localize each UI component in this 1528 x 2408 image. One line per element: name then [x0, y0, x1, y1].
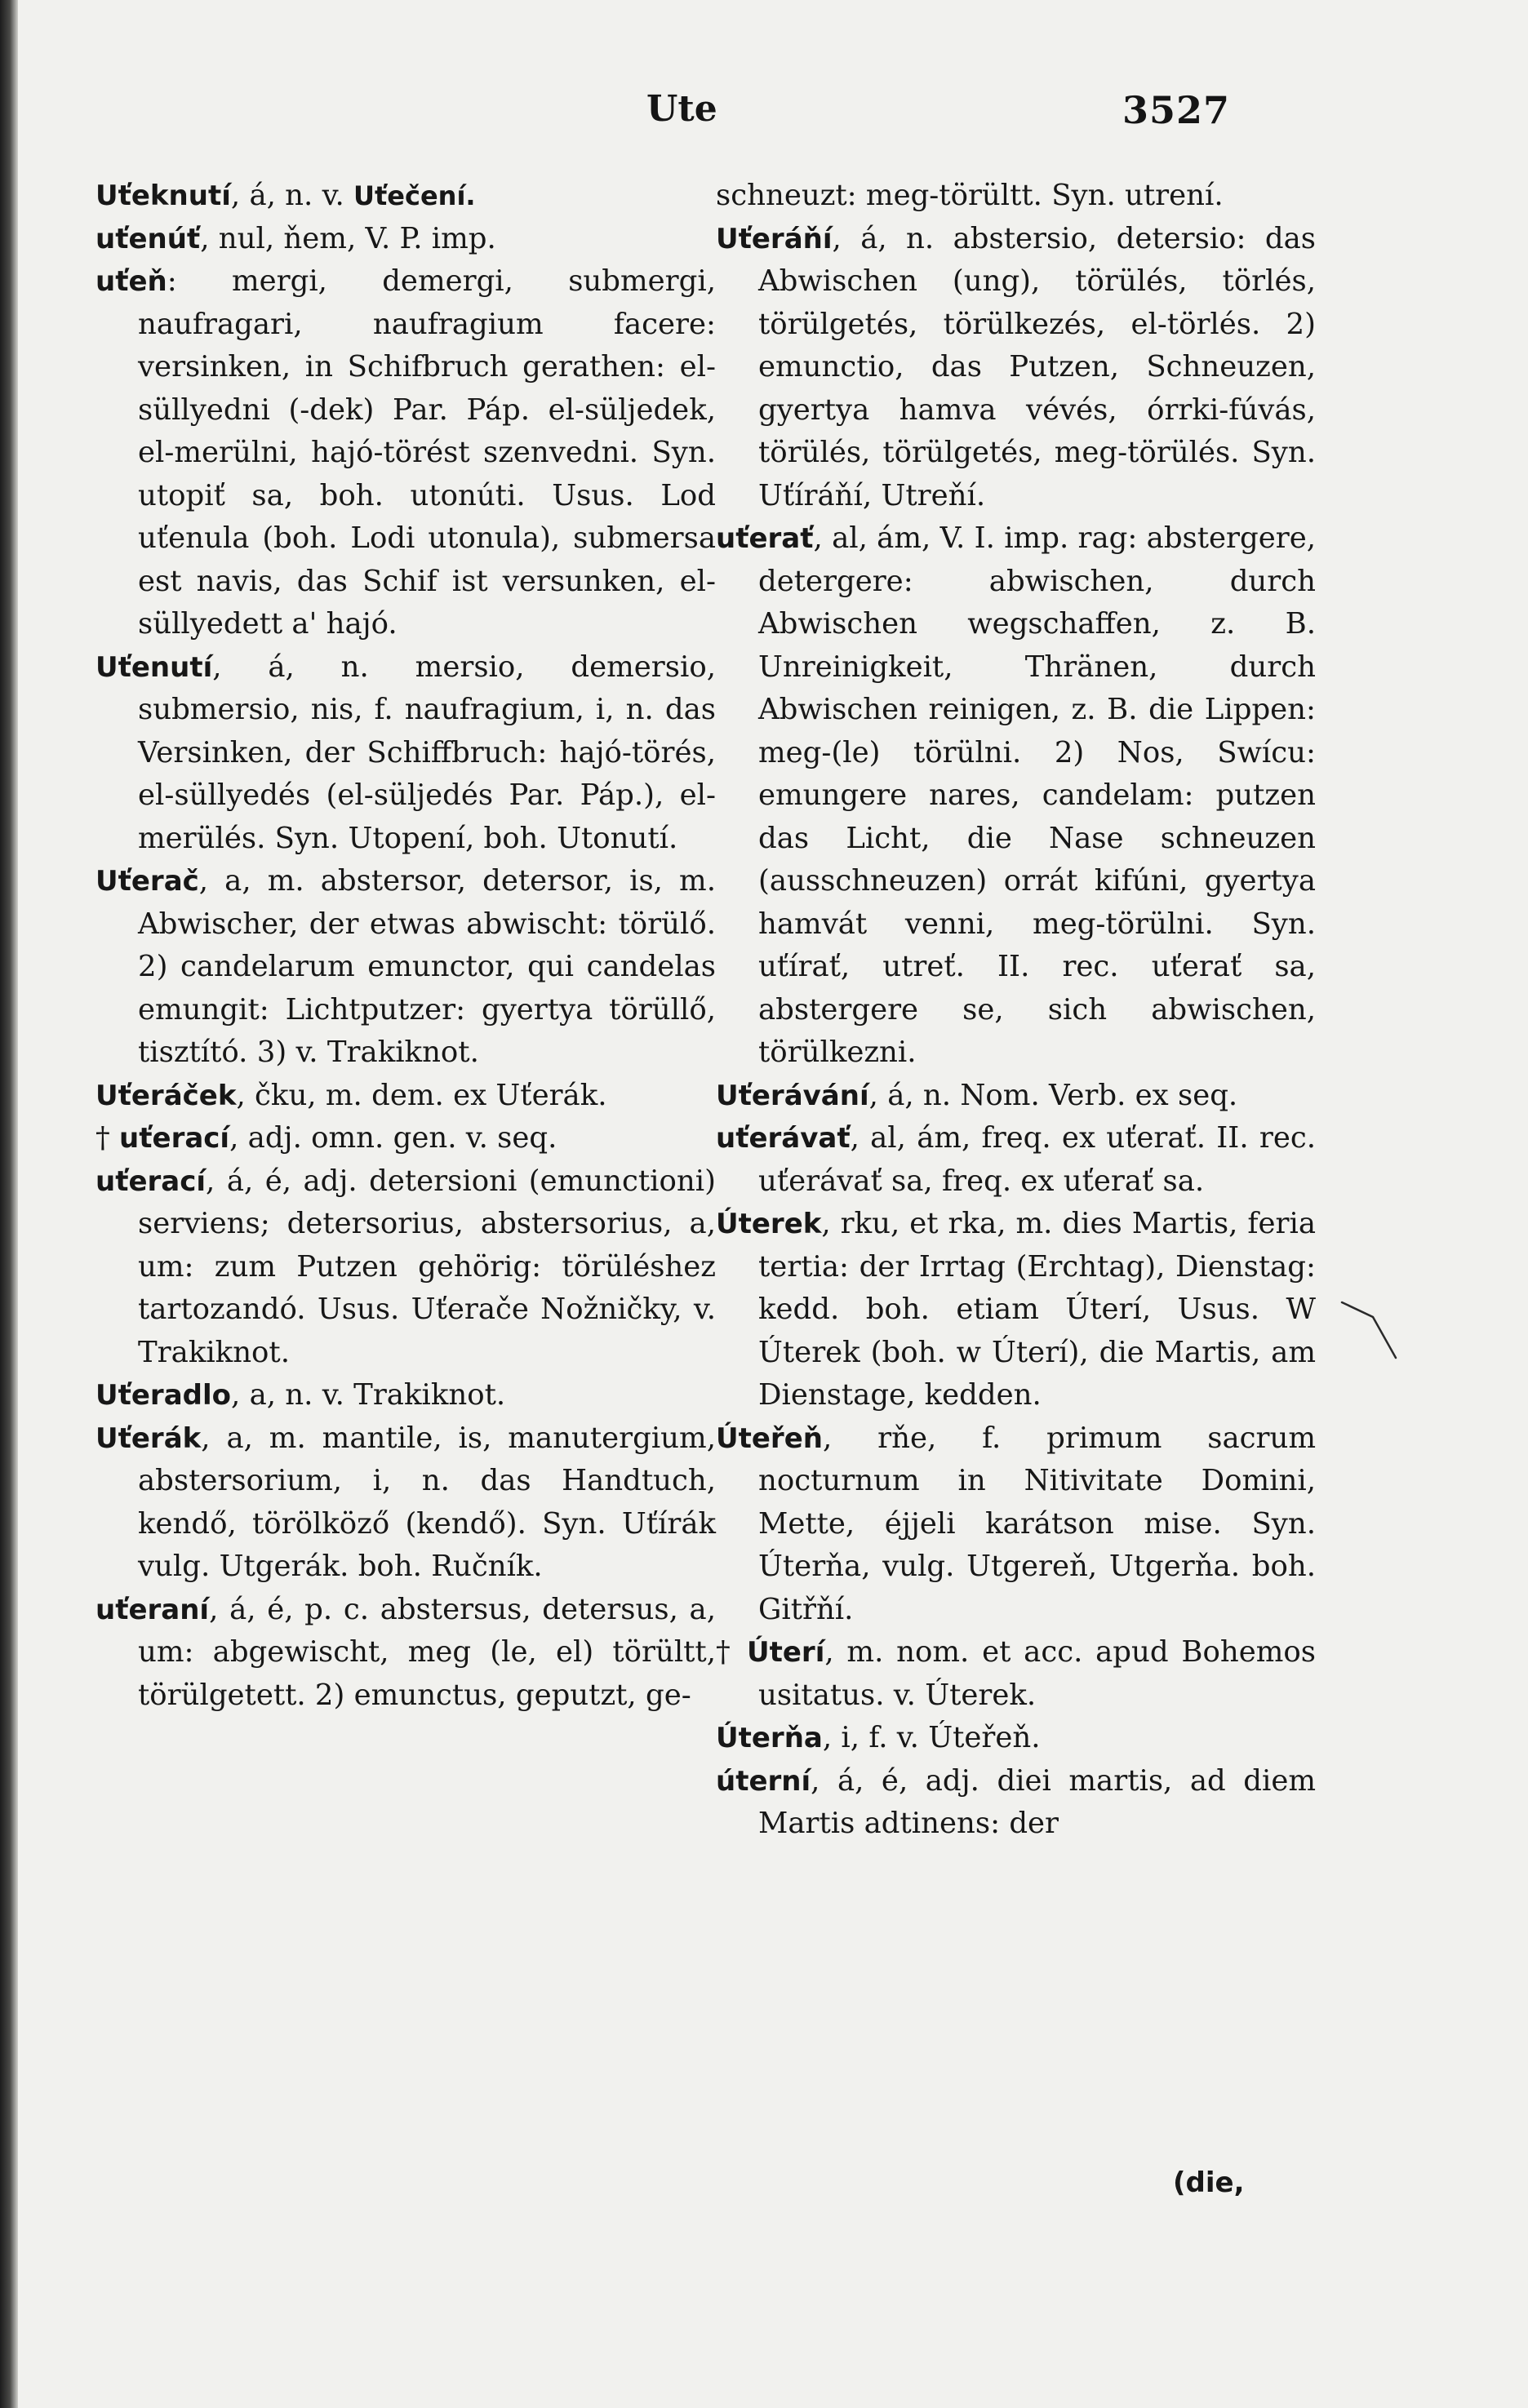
dictionary-entry — [96, 218, 716, 261]
dictionary-entry — [716, 1631, 1316, 1717]
headword: Uťeradlo — [96, 1379, 231, 1412]
entry-separator: , — [813, 521, 833, 555]
headword: Uťerač — [96, 865, 199, 898]
dictionary-page — [18, 0, 1528, 2408]
entry-separator: , — [230, 179, 250, 212]
headword: uťerávať — [716, 1122, 851, 1155]
cross-reference: Uťečení. — [353, 180, 476, 211]
entry-separator: , — [229, 1121, 248, 1155]
dictionary-entry — [716, 1203, 1316, 1417]
entry-separator: , — [822, 1721, 842, 1754]
dictionary-entry — [716, 1417, 1316, 1632]
dictionary-entry — [716, 1760, 1316, 1846]
headword: Uťerávání — [716, 1079, 869, 1112]
headword: uťerať — [716, 522, 814, 555]
entry-definition: rku, et rka, m. dies Martis, feria tertia: der Irrtag (Erchtag), Dienstag: kedd. boh. etiam Úterí, Usus. W Úterek (boh. w Úterí), die Martis, am Dienstage, kedden. — [758, 1207, 1316, 1412]
dictionary-entry — [96, 1075, 716, 1118]
entry-definition: mergi, demergi, submergi, naufragari, naufragium facere: versinken, in Schifbruch gerathen: el-süllyedni (-dek) Par. Páp. el-süljedek, el-merülni, hajó-törést szenvedni. Syn. utopiť sa, boh. utonúti. Usus. Lod uťenula (boh. Lodi utonula), submersa est navis, das Schif ist versunken, el-süllyedett a' hajó. — [138, 264, 717, 641]
headword: uťeň — [96, 265, 167, 298]
headword: Úterí — [747, 1636, 825, 1669]
headword: Uťenutí — [96, 650, 213, 684]
page-header — [18, 88, 1528, 145]
dictionary-entry — [96, 1117, 716, 1160]
page-number: 3527 — [1122, 88, 1230, 132]
entry-definition: á, é, p. c. abstersus, detersus, a, um: abgewischt, meg (le, el) törültt, törülgetett. 2) emunctus, geputzt, ge- — [138, 1592, 716, 1712]
entry-separator: , — [824, 1635, 847, 1669]
entry-separator: , — [236, 1078, 255, 1112]
headword: Úterňa — [716, 1722, 823, 1754]
headword: Uťeknutí — [96, 180, 231, 212]
headword: uťeraní — [96, 1593, 210, 1626]
entry-separator: , — [198, 864, 225, 898]
dictionary-entry — [716, 1717, 1316, 1760]
entry-separator: , — [832, 221, 861, 255]
page-binding-edge — [0, 0, 18, 2408]
dictionary-entry — [716, 517, 1316, 1075]
entry-separator: , — [868, 1078, 888, 1112]
entry-definition: adj. omn. gen. v. seq. — [247, 1121, 557, 1155]
entry-definition: á, n. abstersio, detersio: das Abwischen (ung), törülés, törlés, törülgetés, törülkezés, el-törlés. 2) emunctio, das Putzen, Schneuzen, gyertya hamva vévés, órrki-fúvás, törülés, törülgetés, meg-törülés. Syn. Uťíráňí, Utreňí. — [758, 221, 1316, 512]
entry-definition: al, ám, freq. ex uťerať. II. rec. uťerávať sa, freq. ex uťerať sa. — [758, 1121, 1317, 1198]
entry-separator: , — [201, 1421, 227, 1455]
dictionary-entry-continued — [716, 175, 1316, 218]
entry-separator: : — [167, 264, 232, 298]
entry-definition: rňe, f. primum sacrum nocturnum in Nitivitate Domini, Mette, éjjeli karátson mise. Syn. Úterňa, vulg. Utgereň, Utgerňa. boh. Gitřňí. — [758, 1421, 1316, 1626]
headword: Úteřeň — [716, 1421, 823, 1455]
dictionary-entry — [96, 860, 716, 1075]
entry-separator: , — [811, 1763, 837, 1798]
dictionary-entry — [96, 646, 716, 861]
headword: Uťeráňí — [716, 222, 833, 255]
headword: Uťerák — [96, 1421, 202, 1455]
entry-definition: á, n. Nom. Verb. ex seq. — [887, 1078, 1238, 1112]
entry-definition: i, f. v. Úteřeň. — [841, 1721, 1041, 1754]
entry-definition: á, n. mersio, demersio, submersio, nis, f. naufragium, i, n. das Versinken, der Schiffbruch: hajó-törés, el-süllyedés (el-süljedés Par. Páp.), el-merülés. Syn. Utopení, boh. Utonutí. — [138, 650, 716, 855]
dictionary-entry — [96, 1160, 716, 1375]
dictionary-entry — [96, 260, 716, 646]
dictionary-entry — [716, 1075, 1316, 1118]
left-column — [96, 175, 716, 1717]
entry-separator: , — [850, 1121, 871, 1155]
headword: Úterek — [716, 1208, 822, 1240]
dictionary-entry — [96, 1417, 716, 1589]
headword: uťerací — [96, 1164, 207, 1198]
entry-separator: , — [230, 1378, 250, 1412]
headword: úterní — [716, 1764, 811, 1798]
continuation-catchword: (die, — [1173, 2166, 1245, 2199]
entry-separator: , — [206, 1164, 227, 1198]
entry-separator: , — [200, 221, 219, 255]
entry-definition: á, é, adj. diei martis, ad diem Martis adtinens: der — [758, 1763, 1316, 1840]
entry-definition: al, ám, V. I. imp. rag: abstergere, detergere: abwischen, durch Abwischen wegschaffen, z. B. Unreinigkeit, Thränen, durch Abwischen reinigen, z. B. die Lippen: meg-(le) törülni. 2) Nos, Swícu: emungere nares, candelam: putzen das Licht, die Nase schneuzen (ausschneuzen) orrát kifúni, gyertya hamvát venni, meg-törülni. Syn. uťírať, utreť. II. rec. uťerať sa, abstergere se, sich abwischen, törülkezni. — [758, 521, 1316, 1069]
entry-separator: , — [822, 1421, 878, 1455]
entry-separator: , — [212, 650, 269, 684]
entry-definition: á, é, adj. detersioni (emunctioni) serviens; detersorius, abstersorius, a, um: zum Putzen gehörig: törüléshez tartozandó. Usus. Uťerače Nožničky, v. Trakiknot. — [138, 1164, 716, 1369]
entry-definition: nul, ňem, V. P. imp. — [218, 221, 496, 255]
dictionary-entry — [96, 175, 716, 218]
obsolete-mark: † — [96, 1121, 120, 1155]
margin-pen-stroke — [1340, 1297, 1414, 1363]
running-head: Ute — [646, 88, 717, 130]
entry-separator: , — [821, 1207, 841, 1240]
dictionary-entry — [96, 1374, 716, 1417]
right-column — [716, 175, 1316, 1846]
headword: Uťeráček — [96, 1079, 237, 1112]
dictionary-entry — [96, 1589, 716, 1718]
entry-definition: schneuzt: meg-törültt. Syn. utrení. — [716, 179, 1224, 212]
entry-definition: čku, m. dem. ex Uťerák. — [255, 1078, 607, 1112]
entry-separator: , — [209, 1592, 230, 1626]
entry-definition: á, n. v. — [249, 179, 354, 212]
entry-definition: a, m. abstersor, detersor, is, m. Abwischer, der etwas abwischt: törülő. 2) candelarum emunctor, qui candelas emungit: Lichtputzer: gyertya törüllő, tisztító. 3) v. Trakiknot. — [138, 864, 716, 1069]
dictionary-entry — [716, 218, 1316, 518]
entry-definition: m. nom. et acc. apud Bohemos usitatus. v. Úterek. — [758, 1635, 1316, 1712]
headword: uťerací — [119, 1122, 230, 1155]
entry-definition: a, n. v. Trakiknot. — [249, 1378, 506, 1412]
entry-definition: a, m. mantile, is, manutergium, abstersorium, i, n. das Handtuch, kendő, törölköző (kendő). Syn. Uťírák vulg. Utgerák. boh. Ručník. — [138, 1421, 716, 1583]
obsolete-mark: † — [716, 1635, 748, 1669]
dictionary-entry — [716, 1117, 1316, 1203]
headword: uťenúť — [96, 222, 201, 255]
